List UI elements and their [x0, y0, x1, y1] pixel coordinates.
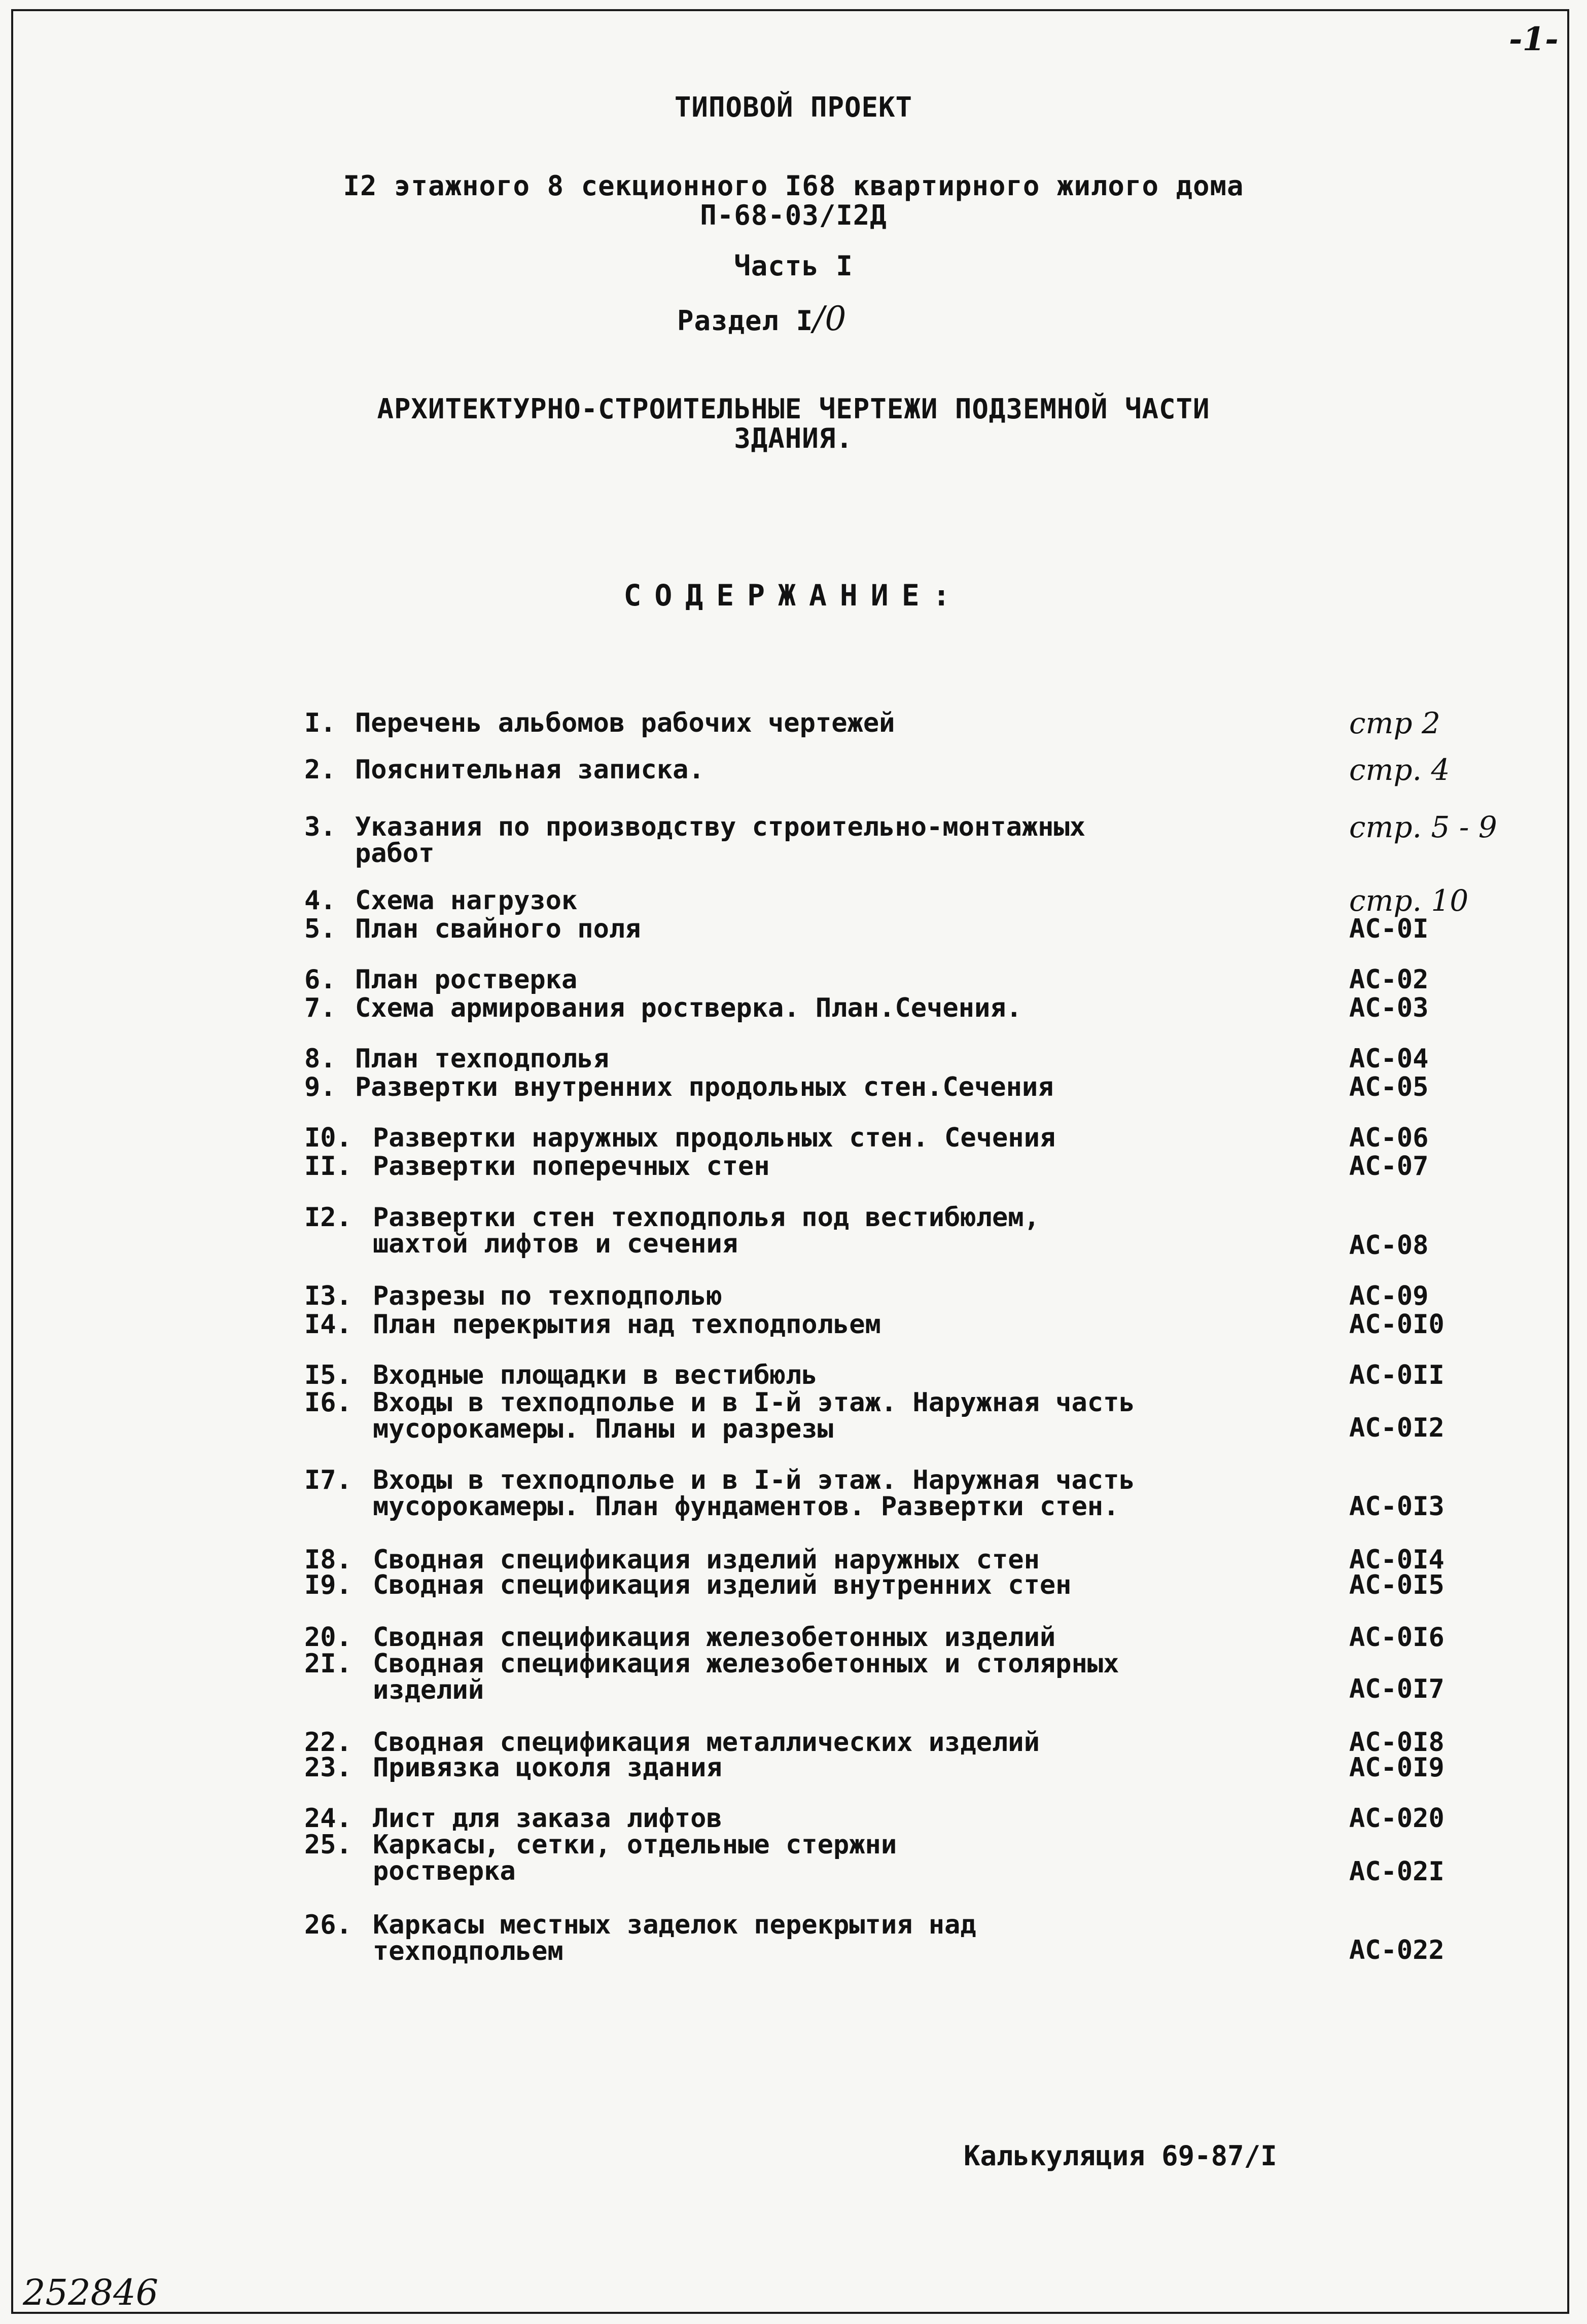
toc-entry-number: I8. — [304, 1545, 352, 1575]
toc-entry-title-line: Входы в техподполье и в I-й этаж. Наружная часть — [373, 1387, 1135, 1418]
toc-entry-sheet-ref: АС-08 — [1349, 1230, 1429, 1261]
drawings-heading-line2: ЗДАНИЯ. — [734, 422, 853, 454]
toc-entry-number: I4. — [304, 1309, 352, 1340]
project-subtitle-line1: I2 этажного 8 секционного I68 квартирного жилого дома — [343, 170, 1244, 202]
toc-entry-title-line: Входные площадки в вестибюль — [373, 1360, 818, 1390]
toc-entry-title-line: изделий — [373, 1675, 484, 1705]
toc-entry-number: I2. — [304, 1202, 352, 1233]
toc-entry-number: 3. — [304, 812, 336, 842]
toc-entry-sheet-ref: стр. 10 — [1349, 883, 1469, 918]
toc-entry-number: 22. — [304, 1727, 352, 1758]
toc-entry-title-line: мусорокамеры. План фундаментов. Развертки стен. — [373, 1491, 1119, 1522]
toc-entry-title-line: Развертки стен техподполья под вестибюлем, — [373, 1202, 1040, 1233]
toc-entry-number: I9. — [304, 1570, 352, 1600]
toc-entry-number: 2I. — [304, 1649, 352, 1679]
section-label-text: Раздел I — [677, 305, 814, 337]
toc-entry-title-line: Разрезы по техподполью — [373, 1281, 722, 1311]
toc-entry-title — [355, 916, 1319, 942]
toc-entry-title-line: Схема армирования ростверка. План.Сечения. — [355, 993, 1022, 1023]
toc-entry-title-line: План техподполья — [355, 1044, 609, 1074]
toc-entry-title-line: Развертки внутренних продольных стен.Сечения — [355, 1072, 1054, 1102]
page-number-mark: -1- — [1509, 20, 1559, 58]
toc-entry-number: 20. — [304, 1622, 352, 1653]
toc-entry-sheet-ref: АС-05 — [1349, 1072, 1429, 1102]
toc-entry-number: I6. — [304, 1387, 352, 1418]
toc-entry-sheet-ref: АС-0II — [1349, 1360, 1444, 1390]
toc-entry-title — [373, 1805, 1336, 1832]
toc-entry-title — [373, 1311, 1336, 1338]
toc-entry-title — [355, 1046, 1319, 1072]
toc-entry-title — [373, 1651, 1336, 1703]
toc-entry-title — [355, 814, 1319, 867]
toc-entry-title-line: мусорокамеры. Планы и разрезы — [373, 1414, 833, 1444]
calculation-reference: Калькуляция 69-87/I — [964, 2140, 1277, 2172]
toc-entry-title-line: работ — [355, 838, 435, 869]
toc-entry-number: I. — [304, 708, 336, 738]
toc-entry-number: 4. — [304, 885, 336, 916]
toc-entry-title — [355, 1074, 1319, 1100]
toc-entry-sheet-ref: АС-0I7 — [1349, 1674, 1444, 1704]
toc-entry-title-line: Входы в техподполье и в I-й этаж. Наружная часть — [373, 1465, 1135, 1495]
toc-entry-number: 9. — [304, 1072, 336, 1102]
toc-entry-title — [355, 995, 1319, 1021]
toc-entry-number: I0. — [304, 1123, 352, 1153]
toc-entry-title-line: Указания по производству строительно-монтажных — [355, 812, 1086, 842]
toc-entry-title — [373, 1729, 1336, 1756]
toc-entry-number: I5. — [304, 1360, 352, 1390]
toc-entry-sheet-ref: АС-022 — [1349, 1935, 1444, 1965]
toc-entry-number: 6. — [304, 964, 336, 995]
toc-entry-title — [373, 1467, 1336, 1520]
toc-entry-sheet-ref: АС-02 — [1349, 964, 1429, 995]
toc-entry-sheet-ref: АС-03 — [1349, 993, 1429, 1023]
project-title: ТИПОВОЙ ПРОЕКТ — [674, 91, 913, 123]
toc-entry-title — [373, 1624, 1336, 1651]
toc-entry-title — [355, 964, 1319, 995]
part-label: Часть I — [734, 250, 853, 282]
toc-entry-number: 23. — [304, 1753, 352, 1783]
toc-entry-sheet-ref: АС-0I5 — [1349, 1570, 1444, 1600]
toc-entry-title-line: Сводная спецификация изделий внутренних стен — [373, 1570, 1072, 1600]
toc-entry-number: 24. — [304, 1803, 352, 1834]
toc-entry-sheet-ref: АС-07 — [1349, 1151, 1429, 1182]
toc-entry-sheet-ref: АС-0I — [1349, 914, 1429, 944]
toc-entry-title — [373, 1832, 1336, 1884]
toc-entry-title-line: Пояснительная записка. — [355, 755, 704, 785]
toc-entry-sheet-ref: АС-0I0 — [1349, 1309, 1444, 1340]
toc-entry-number: I7. — [304, 1465, 352, 1495]
toc-entry-sheet-ref: АС-09 — [1349, 1281, 1429, 1311]
toc-entry-title-line: шахтой лифтов и сечения — [373, 1229, 738, 1259]
toc-entry-sheet-ref: АС-0I9 — [1349, 1753, 1444, 1783]
toc-entry-title — [373, 1910, 1336, 1967]
toc-entry-title-line: Развертки поперечных стен — [373, 1151, 770, 1182]
toc-entry-number: 8. — [304, 1044, 336, 1074]
toc-entry-sheet-ref: стр. 5 - 9 — [1349, 810, 1497, 844]
toc-entry-title-line: Привязка цоколя здания — [373, 1753, 722, 1783]
toc-entry-title-line: План перекрытия над техподпольем — [373, 1309, 881, 1340]
toc-entry-title — [355, 757, 1319, 783]
toc-entry-title — [373, 1547, 1336, 1573]
toc-entry-title-line: Сводная спецификация железобетонных и столярных — [373, 1649, 1119, 1679]
toc-entry-number: I3. — [304, 1281, 352, 1311]
toc-entry-title — [373, 1283, 1336, 1309]
toc-entry-title-line: Схема нагрузок — [355, 885, 578, 916]
toc-entry-title — [373, 1389, 1336, 1442]
toc-entry-title — [373, 1755, 1336, 1781]
toc-entry-title-line: Каркасы, сетки, отдельные стержни — [373, 1830, 897, 1860]
toc-entry-title — [355, 887, 1319, 914]
toc-entry-number: II. — [304, 1151, 352, 1182]
toc-entry-sheet-ref: АС-0I6 — [1349, 1622, 1444, 1653]
toc-entry-number: 2. — [304, 755, 336, 785]
toc-entry-title — [373, 1204, 1336, 1257]
toc-entry-sheet-ref: стр. 4 — [1349, 753, 1450, 787]
project-code: П-68-03/I2Д — [700, 199, 887, 231]
toc-entry-sheet-ref: АС-020 — [1349, 1803, 1444, 1834]
toc-entry-title-line: Каркасы местных заделок перекрытия над — [373, 1910, 976, 1940]
toc-entry-title-line: Сводная спецификация изделий наружных стен — [373, 1545, 1040, 1575]
toc-entry-number: 5. — [304, 914, 336, 944]
toc-entry-number: 26. — [304, 1910, 352, 1940]
toc-entry-title-line: План ростверка — [355, 964, 578, 995]
toc-entry-title-line: Сводная спецификация железобетонных изделий — [373, 1622, 1056, 1653]
toc-entry-title-line: ростверка — [373, 1856, 516, 1886]
toc-entry-sheet-ref: стр 2 — [1349, 706, 1440, 740]
toc-entry-sheet-ref: АС-0I2 — [1349, 1413, 1444, 1443]
toc-entry-sheet-ref: АС-0I4 — [1349, 1545, 1444, 1575]
toc-entry-sheet-ref: АС-0I3 — [1349, 1491, 1444, 1522]
toc-entry-sheet-ref: АС-02I — [1349, 1856, 1444, 1887]
drawings-heading-line1: АРХИТЕКТУРНО-СТРОИТЕЛЬНЫЕ ЧЕРТЕЖИ ПОДЗЕМНОЙ ЧАСТИ — [377, 393, 1210, 425]
toc-entry-title — [373, 1572, 1336, 1598]
toc-entry-number: 7. — [304, 993, 336, 1023]
toc-entry-title-line: План свайного поля — [355, 914, 641, 944]
toc-entry-title-line: техподпольем — [373, 1936, 563, 1967]
toc-entry-title-line: Развертки наружных продольных стен. Сечения — [373, 1123, 1056, 1153]
toc-entry-title-line: Перечень альбомов рабочих чертежей — [355, 708, 895, 738]
toc-entry-number: 25. — [304, 1830, 352, 1860]
toc-entry-title — [355, 710, 1319, 736]
archive-number-handwritten: 252846 — [23, 2272, 159, 2313]
toc-entry-title-line: Лист для заказа лифтов — [373, 1803, 722, 1834]
section-handwritten-mark: /0 — [813, 299, 847, 338]
toc-entry-title — [373, 1125, 1336, 1151]
toc-entry-title-line: Сводная спецификация металлических изделий — [373, 1727, 1040, 1758]
contents-heading: СОДЕРЖАНИЕ: — [623, 578, 964, 613]
toc-entry-sheet-ref: АС-06 — [1349, 1123, 1429, 1153]
toc-entry-title — [373, 1151, 1336, 1182]
toc-entry-title — [373, 1362, 1336, 1388]
toc-entry-sheet-ref: АС-0I8 — [1349, 1727, 1444, 1758]
toc-entry-sheet-ref: АС-04 — [1349, 1044, 1429, 1074]
